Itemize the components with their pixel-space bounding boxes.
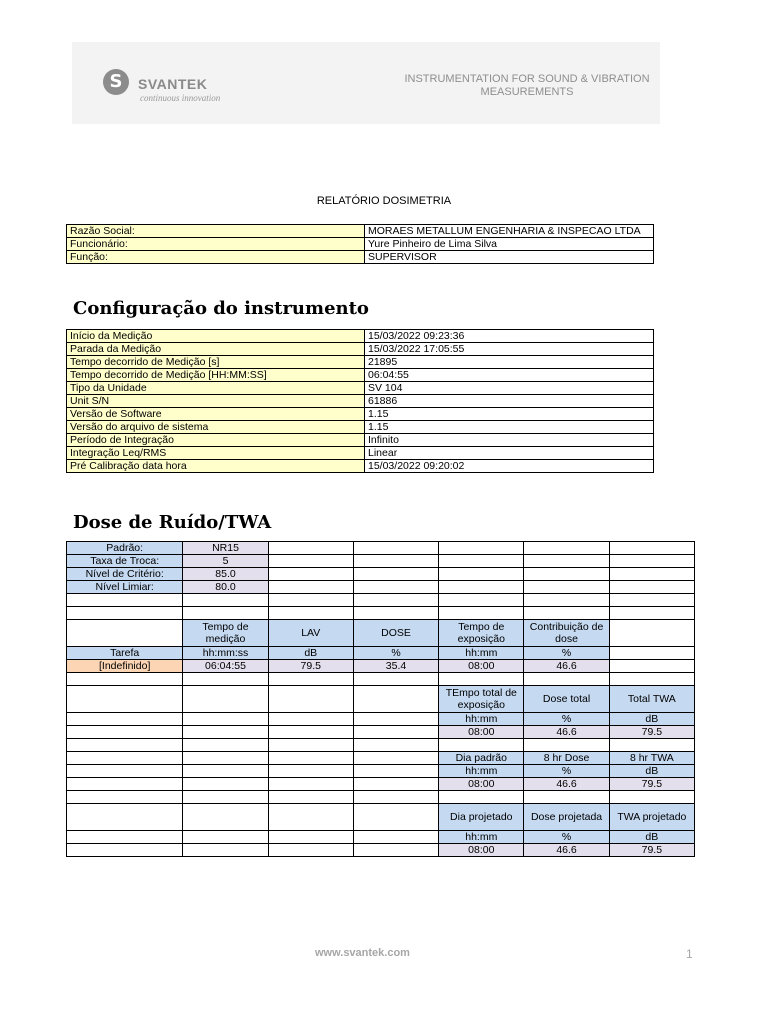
header-twa-projetado: TWA projetado	[609, 804, 694, 831]
config-value: 61886	[365, 395, 654, 408]
table-row	[67, 238, 654, 251]
config-value: Linear	[365, 447, 654, 460]
dose-table	[66, 541, 695, 857]
value-cell: 46.6	[524, 660, 609, 673]
header-tempo-medicao: Tempo de medição	[183, 620, 268, 647]
banner-caption	[402, 73, 652, 99]
param-value: 80.0	[183, 581, 268, 594]
banner-caption-line2: MEASUREMENTS	[480, 86, 574, 98]
header-dose-total: Dose total	[524, 686, 609, 713]
task-label: Tarefa	[67, 647, 183, 660]
config-section-title: Configuração do instrumento	[73, 298, 369, 319]
table-row	[67, 739, 695, 752]
table-row	[67, 382, 654, 395]
unit-cell: dB	[609, 765, 694, 778]
table-row	[67, 542, 695, 555]
value-cell: 79.5	[609, 844, 694, 857]
header-lav: LAV	[268, 620, 353, 647]
info-label: Funcionário:	[67, 238, 365, 251]
info-label: Função:	[67, 251, 365, 264]
param-label: Nível Limiar:	[67, 581, 183, 594]
config-label: Versão do arquivo de sistema	[67, 421, 365, 434]
table-row	[67, 356, 654, 369]
table-row	[67, 421, 654, 434]
info-label: Razão Social:	[67, 225, 365, 238]
table-row	[67, 251, 654, 264]
config-value: 15/03/2022 17:05:55	[365, 343, 654, 356]
param-value: 85.0	[183, 568, 268, 581]
unit-cell: hh:mm	[439, 831, 524, 844]
param-label: Taxa de Troca:	[67, 555, 183, 568]
value-cell: 08:00	[439, 778, 524, 791]
value-cell: 79.5	[268, 660, 353, 673]
config-value: 15/03/2022 09:20:02	[365, 460, 654, 473]
config-value: 15/03/2022 09:23:36	[365, 330, 654, 343]
config-value: 06:04:55	[365, 369, 654, 382]
value-cell: 08:00	[439, 726, 524, 739]
banner-caption-line1: INSTRUMENTATION FOR SOUND & VIBRATION	[404, 73, 650, 85]
config-label: Parada da Medição	[67, 343, 365, 356]
unit-cell: hh:mm	[439, 647, 524, 660]
value-cell: 46.6	[524, 778, 609, 791]
table-row	[67, 791, 695, 804]
table-row	[67, 460, 654, 473]
config-label: Pré Calibração data hora	[67, 460, 365, 473]
param-value: NR15	[183, 542, 268, 555]
header-contribuicao: Contribuição de dose	[524, 620, 609, 647]
header-dia-padrao: Dia padrão	[439, 752, 524, 765]
table-row	[67, 778, 695, 791]
table-row	[67, 568, 695, 581]
table-row	[67, 844, 695, 857]
unit-cell: %	[353, 647, 438, 660]
table-row	[67, 647, 695, 660]
config-label: Início da Medição	[67, 330, 365, 343]
task-name: [Indefinido]	[67, 660, 183, 673]
config-label: Tempo decorrido de Medição [s]	[67, 356, 365, 369]
unit-cell: hh:mm	[439, 713, 524, 726]
table-row	[67, 804, 695, 831]
unit-cell: %	[524, 765, 609, 778]
unit-cell: dB	[609, 831, 694, 844]
config-label: Período de Integração	[67, 434, 365, 447]
config-value: 1.15	[365, 421, 654, 434]
table-row	[67, 343, 654, 356]
header-dose: DOSE	[353, 620, 438, 647]
config-label: Versão de Software	[67, 408, 365, 421]
config-label: Integração Leq/RMS	[67, 447, 365, 460]
table-row	[67, 555, 695, 568]
value-cell: 08:00	[439, 844, 524, 857]
config-value: 1.15	[365, 408, 654, 421]
header-8hr-dose: 8 hr Dose	[524, 752, 609, 765]
table-row	[67, 581, 695, 594]
table-row	[67, 713, 695, 726]
unit-cell: %	[524, 713, 609, 726]
config-table	[66, 329, 654, 473]
brand-tagline: continuous innovation	[140, 93, 221, 103]
table-row	[67, 660, 695, 673]
config-label: Tipo da Unidade	[67, 382, 365, 395]
config-value: 21895	[365, 356, 654, 369]
header-total-twa: Total TWA	[609, 686, 694, 713]
table-row	[67, 594, 695, 607]
config-label: Tempo decorrido de Medição [HH:MM:SS]	[67, 369, 365, 382]
table-row	[67, 408, 654, 421]
header-tempo-total: TEmpo total de exposição	[439, 686, 524, 713]
value-cell: 79.5	[609, 778, 694, 791]
header-dose-projetada: Dose projetada	[524, 804, 609, 831]
table-row	[67, 620, 695, 647]
unit-cell: dB	[609, 713, 694, 726]
dose-section-title: Dose de Ruído/TWA	[73, 512, 272, 533]
config-value: SV 104	[365, 382, 654, 395]
table-row	[67, 752, 695, 765]
svantek-logo-icon: S	[103, 69, 129, 95]
value-cell: 06:04:55	[183, 660, 268, 673]
table-row	[67, 673, 695, 686]
info-value: SUPERVISOR	[365, 251, 654, 264]
unit-cell: %	[524, 831, 609, 844]
table-row	[67, 447, 654, 460]
unit-cell: dB	[268, 647, 353, 660]
table-row	[67, 434, 654, 447]
value-cell: 79.5	[609, 726, 694, 739]
table-row	[67, 225, 654, 238]
header-banner	[72, 42, 660, 124]
header-8hr-twa: 8 hr TWA	[609, 752, 694, 765]
config-value: Infinito	[365, 434, 654, 447]
brand-name: SVANTEK	[138, 76, 208, 92]
config-label: Unit S/N	[67, 395, 365, 408]
param-value: 5	[183, 555, 268, 568]
table-row	[67, 765, 695, 778]
footer-url[interactable]: www.svantek.com	[315, 947, 410, 959]
header-tempo-exposicao: Tempo de exposição	[439, 620, 524, 647]
table-row	[67, 726, 695, 739]
value-cell: 35.4	[353, 660, 438, 673]
table-row	[67, 607, 695, 620]
unit-cell: hh:mm	[439, 765, 524, 778]
value-cell: 46.6	[524, 844, 609, 857]
table-row	[67, 686, 695, 713]
table-row	[67, 369, 654, 382]
table-row	[67, 330, 654, 343]
table-row	[67, 395, 654, 408]
report-title: RELATÓRIO DOSIMETRIA	[316, 195, 452, 207]
param-label: Nível de Critério:	[67, 568, 183, 581]
param-label: Padrão:	[67, 542, 183, 555]
value-cell: 08:00	[439, 660, 524, 673]
unit-cell: %	[524, 647, 609, 660]
info-value: Yure Pinheiro de Lima Silva	[365, 238, 654, 251]
company-info-table	[66, 224, 654, 264]
unit-cell: hh:mm:ss	[183, 647, 268, 660]
table-row	[67, 831, 695, 844]
value-cell: 46.6	[524, 726, 609, 739]
page-number: 1	[686, 947, 693, 961]
info-value: MORAES METALLUM ENGENHARIA & INSPECAO LTDA	[365, 225, 654, 238]
header-dia-projetado: Dia projetado	[439, 804, 524, 831]
